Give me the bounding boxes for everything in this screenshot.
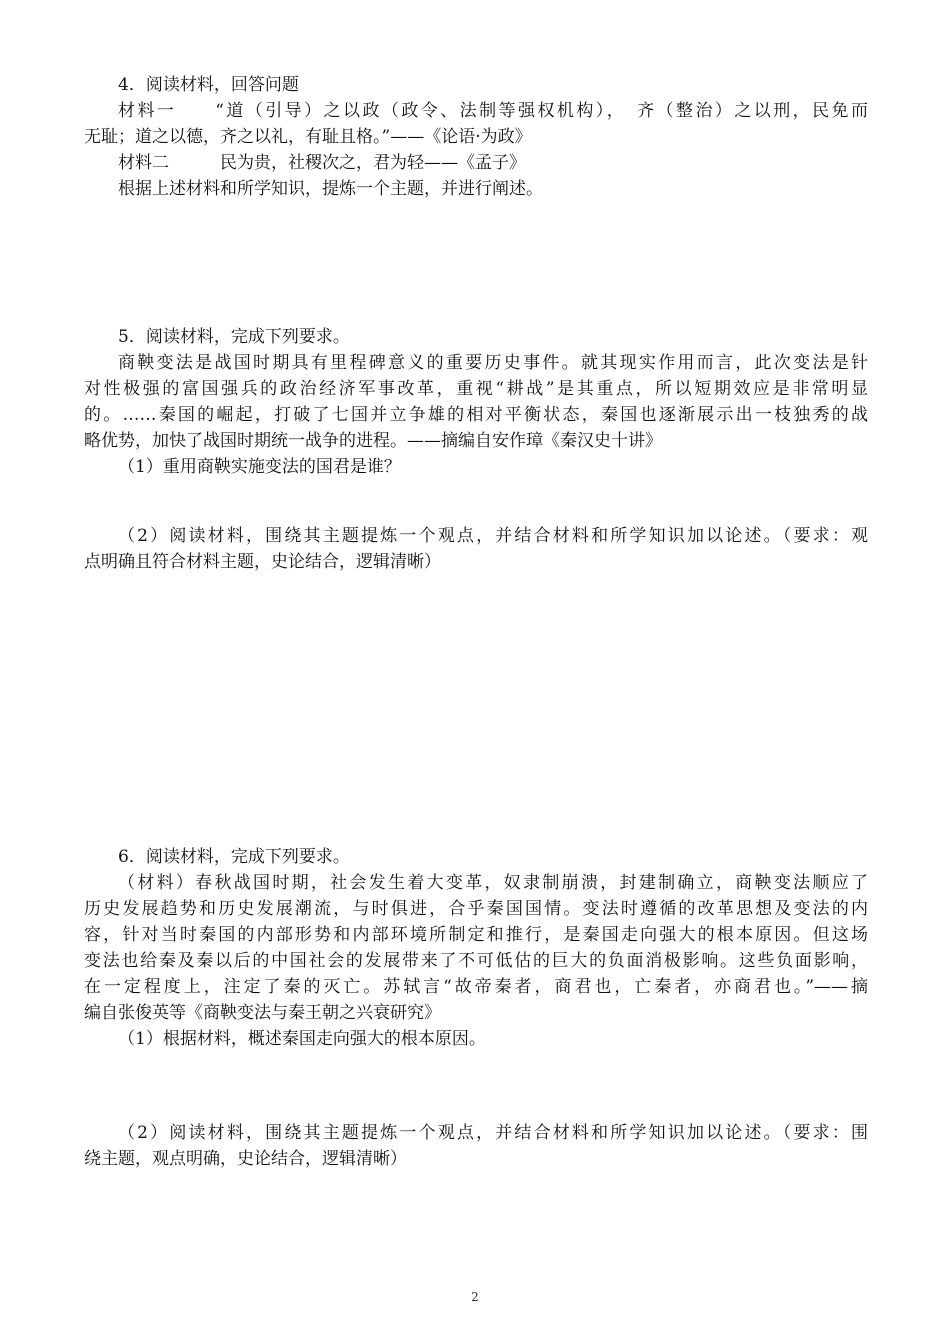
q4-material-2: 材料二 民为贵，社稷次之，君为轻——《孟子》: [118, 153, 526, 173]
q5-paragraph-line-3: 的。……秦国的崛起，打破了七国并立争雄的相对平衡状态，秦国也逐渐展示出一枝独秀的战: [84, 405, 868, 425]
q6-paragraph-line-3: 容，针对当时秦国的内部形势和内部环境所制定和推行，是秦国走向强大的根本原因。但这场: [84, 925, 868, 945]
q6-sub-question-1: （1）根据材料，概述秦国走向强大的根本原因。: [118, 1029, 486, 1049]
q4-task: 根据上述材料和所学知识，提炼一个主题，并进行阐述。: [118, 179, 543, 199]
q4-title: 4．阅读材料，回答问题: [118, 75, 299, 95]
q5-sub-question-2-line-2: 点明确且符合材料主题，史论结合，逻辑清晰）: [84, 552, 441, 572]
q5-sub-question-1: （1）重用商鞅实施变法的国君是谁？: [118, 457, 401, 477]
q5-paragraph-line-4: 略优势，加快了战国时期统一战争的进程。——摘编自安作璋《秦汉史十讲》: [84, 431, 662, 451]
q6-paragraph-line-5: 在一定程度上，注定了秦的灭亡。苏轼言“故帝秦者，商君也，亡秦者，亦商君也。”——摘: [84, 977, 868, 997]
q5-title: 5．阅读材料，完成下列要求。: [118, 327, 350, 347]
q6-paragraph-line-1: （材料）春秋战国时期，社会发生着大变革，奴隶制崩溃，封建制确立，商鞅变法顺应了: [118, 873, 868, 893]
q6-paragraph-line-2: 历史发展趋势和历史发展潮流，与时俱进，合乎秦国国情。变法时遵循的改革思想及变法的内: [84, 899, 868, 919]
q5-sub-question-2-line-1: （2）阅读材料，围绕其主题提炼一个观点，并结合材料和所学知识加以论述。（要求：观: [118, 526, 868, 546]
q4-material-1-line-1: 材料一 “道（引导）之以政（政令、法制等强权机构）， 齐（整治）之以刑，民免而: [118, 101, 868, 121]
q5-paragraph-line-2: 对性极强的富国强兵的政治经济军事改革，重视“耕战”是其重点，所以短期效应是非常明显: [84, 379, 868, 399]
page-number: 2: [471, 1290, 479, 1304]
q6-sub-question-2-line-1: （2）阅读材料，围绕其主题提炼一个观点，并结合材料和所学知识加以论述。（要求：围: [118, 1123, 868, 1143]
q4-material-1-line-2: 无耻；道之以德，齐之以礼，有耻且格。”——《论语·为政》: [84, 127, 532, 147]
q6-paragraph-line-4: 变法也给秦及秦以后的中国社会的发展带来了不可低估的巨大的负面消极影响。这些负面影响，: [84, 951, 868, 971]
q5-paragraph-line-1: 商鞅变法是战国时期具有里程碑意义的重要历史事件。就其现实作用而言，此次变法是针: [118, 353, 868, 373]
q6-paragraph-line-6: 编自张俊英等《商鞅变法与秦王朝之兴衰研究》: [84, 1003, 441, 1023]
q6-sub-question-2-line-2: 绕主题，观点明确，史论结合，逻辑清晰）: [84, 1149, 407, 1169]
q6-title: 6．阅读材料，完成下列要求。: [118, 847, 350, 867]
